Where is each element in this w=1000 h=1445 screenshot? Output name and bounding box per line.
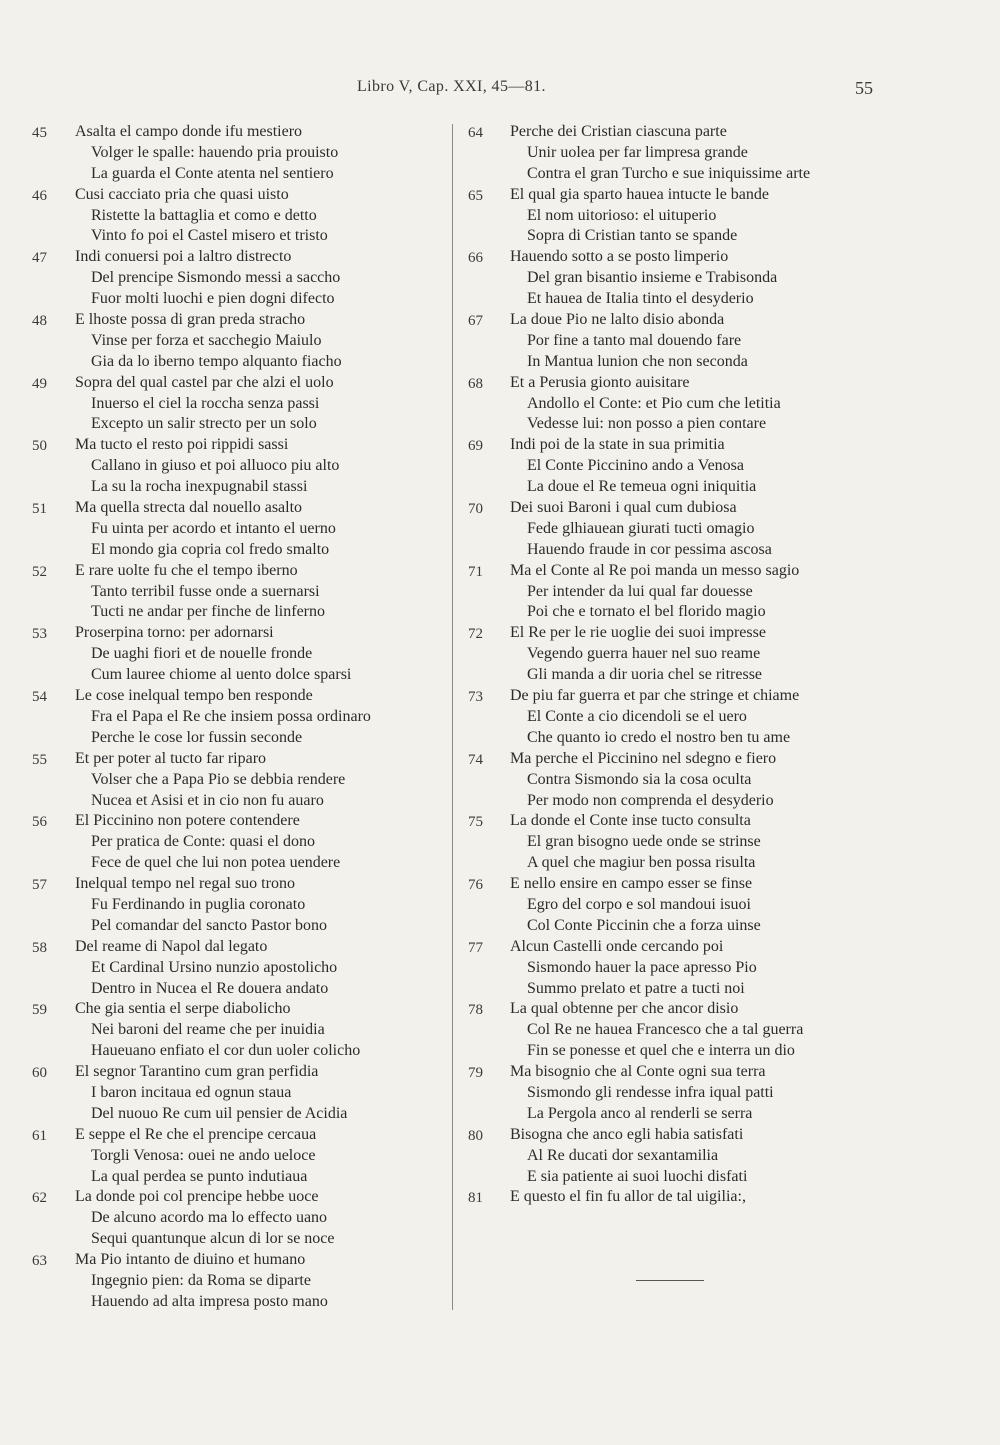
verse-line: La doue Pio ne lalto disio abonda (510, 311, 725, 329)
verse-line: Sismondo gli rendesse infra iqual patti (527, 1083, 774, 1101)
stanza (468, 310, 888, 373)
stanza (32, 310, 442, 373)
verse-line: Tanto terribil fusse onde a suernarsi (91, 582, 320, 600)
stanza-number: 48 (32, 313, 47, 330)
verse-line: Che gia sentia el serpe diabolicho (75, 1000, 291, 1018)
stanza (32, 686, 442, 749)
stanza-number: 70 (468, 501, 483, 518)
stanza-number: 59 (32, 1002, 47, 1019)
verse-line: Torgli Venosa: ouei ne ando ueloce (91, 1146, 316, 1164)
stanza-number: 74 (468, 751, 483, 768)
verse-line: Sequi quantunque alcun di lor se noce (91, 1230, 335, 1248)
verse-line: Dei suoi Baroni i qual cum dubiosa (510, 499, 737, 517)
verse-line: El Piccinino non potere contendere (75, 812, 300, 830)
stanza-number: 51 (32, 501, 47, 518)
verse-line: De uaghi fiori et de nouelle fronde (91, 645, 313, 663)
verse-line: Ingegnio pien: da Roma se diparte (91, 1271, 311, 1289)
verse-line: Vinto fo poi el Castel misero et tristo (91, 227, 328, 245)
verse-line: Poi che e tornato el bel florido magio (527, 603, 766, 621)
verse-line: El Conte a cio dicendoli se el uero (527, 707, 747, 725)
stanza-number: 65 (468, 187, 483, 204)
verse-line: Ma tucto el resto poi rippidi sassi (75, 436, 289, 454)
verse-line: La qual perdea se punto indutiaua (91, 1167, 308, 1185)
stanza (32, 373, 442, 436)
verse-line: El Re per le rie uoglie dei suoi impresse (510, 624, 766, 642)
stanza (32, 749, 442, 812)
verse-line: Pel comandar del sancto Pastor bono (91, 916, 327, 934)
verse-line: Indi conuersi poi a laltro distrecto (75, 248, 292, 266)
verse-line: Ma perche el Piccinino nel sdegno e fiero (510, 749, 777, 767)
verse-line: Tucti ne andar per finche de linferno (91, 603, 325, 621)
verse-line: Inuerso el ciel la roccha senza passi (91, 394, 320, 412)
stanza (32, 435, 442, 498)
stanza-number: 77 (468, 939, 483, 956)
stanza-number: 50 (32, 438, 47, 455)
verse-line: Ma el Conte al Re poi manda un messo sagio (510, 561, 800, 579)
stanza-number: 56 (32, 814, 47, 831)
verse-line: Gli manda a dir uoria chel se ritresse (527, 666, 763, 684)
end-rule (636, 1280, 704, 1281)
stanza-number: 57 (32, 877, 47, 894)
verse-line: Et per poter al tucto far riparo (75, 749, 267, 767)
verse-line: Inelqual tempo nel regal suo trono (75, 875, 295, 893)
stanza (468, 623, 888, 686)
verse-line: Excepto un salir strecto per un solo (91, 415, 317, 433)
verse-line: E questo el fin fu allor de tal uigilia:, (510, 1188, 746, 1206)
verse-line: Fu uinta per acordo et intanto el uerno (91, 519, 336, 537)
verse-line: Sopra di Cristian tanto se spande (527, 227, 738, 245)
verse-line: Andollo el Conte: et Pio cum che letitia (527, 394, 781, 412)
verse-line: E nello ensire en campo esser se finse (510, 875, 753, 893)
stanza-number: 73 (468, 689, 483, 706)
verse-line: Del prencipe Sismondo messi a saccho (91, 269, 341, 287)
stanza (32, 561, 442, 624)
page-number: 55 (855, 78, 873, 98)
verse-line: Al Re ducati dor sexantamilia (527, 1146, 719, 1164)
verse-line: In Mantua lunion che non seconda (527, 352, 748, 370)
verse-line: Col Conte Piccinin che a forza uinse (527, 916, 761, 934)
stanza-number: 58 (32, 939, 47, 956)
verse-line: Alcun Castelli onde cercando poi (510, 937, 724, 955)
verse-line: Haueuano enfiato el cor dun uoler colicho (91, 1042, 361, 1060)
verse-line: Del nuouo Re cum uil pensier de Acidia (91, 1104, 348, 1122)
page-header (0, 70, 1000, 100)
stanza (468, 435, 888, 498)
stanza-number: 47 (32, 250, 47, 267)
verse-line: El nom uitorioso: el uituperio (527, 206, 717, 224)
stanza-number: 64 (468, 125, 483, 141)
stanza-number: 75 (468, 814, 483, 831)
stanza-number: 46 (32, 187, 47, 204)
stanza-number: 61 (32, 1127, 47, 1144)
stanza-number: 79 (468, 1065, 483, 1082)
verse-line: Perche le cose lor fussin seconde (91, 728, 303, 746)
verse-line: Che quanto io credo el nostro ben tu ame (527, 728, 791, 746)
stanza-number: 49 (32, 375, 47, 392)
stanza (32, 874, 442, 937)
running-title: Libro V, Cap. XXI, 45—81. (357, 78, 546, 95)
stanza-number: 76 (468, 877, 483, 894)
stanza (468, 561, 888, 624)
verse-line: La guarda el Conte atenta nel sentiero (91, 164, 334, 182)
stanza-number: 52 (32, 563, 47, 580)
verse-line: Hauendo sotto a se posto limperio (510, 248, 729, 266)
verse-line: Le cose inelqual tempo ben responde (75, 687, 313, 705)
verse-line: El qual gia sparto hauea intucte le bande (510, 185, 770, 203)
stanza (468, 749, 888, 812)
verse-line: Contra el gran Turcho e sue iniquissime arte (527, 164, 811, 182)
stanza (32, 498, 442, 561)
verse-line: Unir uolea per far limpresa grande (527, 143, 748, 161)
verse-line: Egro del corpo e sol mandoui isuoi (527, 895, 751, 913)
verse-line: Asalta el campo donde ifu mestiero (75, 123, 303, 140)
stanza-number: 63 (32, 1253, 47, 1270)
stanza-number: 45 (32, 125, 47, 141)
stanza (32, 999, 442, 1062)
verse-line: El segnor Tarantino cum gran perfidia (75, 1063, 319, 1081)
verse-line: Et Cardinal Ursino nunzio apostolicho (91, 958, 338, 976)
verse-line: El gran bisogno uede onde se strinse (527, 833, 761, 851)
verse-line: E sia patiente ai suoi luochi disfati (527, 1167, 748, 1185)
verse-line: Sopra del qual castel par che alzi el uolo (75, 373, 334, 391)
verse-line: Fede glhiauean giurati tucti omagio (527, 519, 755, 537)
stanza-number: 53 (32, 626, 47, 643)
verse-line: Volger le spalle: hauendo pria prouisto (91, 143, 339, 161)
verse-line: E lhoste possa di gran preda stracho (75, 311, 306, 329)
stanza-number: 69 (468, 438, 483, 455)
stanza-number: 55 (32, 751, 47, 768)
stanza-number: 66 (468, 250, 483, 267)
verse-line: Fuor molti luochi e pien dogni difecto (91, 290, 335, 308)
stanza (32, 185, 442, 248)
stanza (32, 623, 442, 686)
verse-line: De piu far guerra et par che stringe et chiame (510, 687, 800, 705)
stanza-number: 80 (468, 1127, 483, 1144)
verse-line: I baron incitaua ed ognun staua (91, 1083, 292, 1101)
stanza (32, 1250, 442, 1313)
stanza (468, 247, 888, 310)
verse-line: A quel che magiur ben possa risulta (527, 854, 756, 872)
verse-line: La donde poi col prencipe hebbe uoce (75, 1188, 319, 1206)
stanza-number: 78 (468, 1002, 483, 1019)
stanza (468, 811, 888, 874)
verse-line: Bisogna che anco egli habia satisfati (510, 1125, 744, 1143)
stanza (468, 373, 888, 436)
verse-line: El mondo gia copria col fredo smalto (91, 540, 330, 558)
verse-line: Indi poi de la state in sua primitia (510, 436, 725, 454)
verse-line: Per intender da lui qual far douesse (527, 582, 753, 600)
verse-line: Del reame di Napol dal legato (75, 937, 268, 955)
verse-line: Nucea et Asisi et in cio non fu auaro (91, 791, 324, 809)
stanza (32, 1062, 442, 1125)
verse-line: La doue el Re temeua ogni iniquitia (527, 478, 757, 496)
verse-line: Cusi cacciato pria che quasi uisto (75, 185, 289, 203)
stanza-number: 54 (32, 689, 47, 706)
verse-line: Gia da lo iberno tempo alquanto fiacho (91, 352, 342, 370)
stanza (468, 686, 888, 749)
verse-line: Sismondo hauer la pace apresso Pio (527, 958, 757, 976)
verse-line: Vegendo guerra hauer nel suo reame (527, 645, 761, 663)
verse-line: Summo prelato et patre a tucti noi (527, 979, 745, 997)
verse-line: Volser che a Papa Pio se debbia rendere (91, 770, 346, 788)
stanza (468, 1187, 888, 1208)
stanza (468, 874, 888, 937)
stanza-number: 68 (468, 375, 483, 392)
stanza (468, 1062, 888, 1125)
verse-line: La qual obtenne per che ancor disio (510, 1000, 739, 1018)
verse-line: Callano in giuso et poi alluoco piu alto (91, 457, 340, 475)
verse-line: La Pergola anco al renderli se serra (527, 1104, 753, 1122)
verse-line: Ma Pio intanto de diuino et humano (75, 1251, 306, 1269)
stanza (32, 811, 442, 874)
verse-line: La su la rocha inexpugnabil stassi (91, 478, 308, 496)
verse-line: Per modo non comprenda el desyderio (527, 791, 774, 809)
verse-line: Fra el Papa el Re che insiem possa ordinaro (91, 707, 371, 725)
verse-line: Fece de quel che lui non potea uendere (91, 854, 341, 872)
verse-line: Fin se ponesse et quel che e interra un dio (527, 1042, 795, 1060)
verse-line: Et hauea de Italia tinto el desyderio (527, 290, 754, 308)
verse-line: La donde el Conte inse tucto consulta (510, 812, 751, 830)
verse-line: E rare uolte fu che el tempo iberno (75, 561, 298, 579)
right-verse-column (468, 122, 888, 1208)
stanza (468, 999, 888, 1062)
stanza (32, 122, 442, 185)
verse-line: Ristette la battaglia et como e detto (91, 206, 317, 224)
verse-line: Hauendo ad alta impresa posto mano (91, 1292, 328, 1310)
verse-line: Fu Ferdinando in puglia coronato (91, 895, 306, 913)
stanza-number: 71 (468, 563, 483, 580)
stanza-number: 72 (468, 626, 483, 643)
left-verse-column (32, 122, 442, 1313)
verse-line: Nei baroni del reame che per inuidia (91, 1021, 325, 1039)
verse-line: Por fine a tanto mal douendo fare (527, 331, 742, 349)
stanza-number: 60 (32, 1065, 47, 1082)
verse-line: Contra Sismondo sia la cosa oculta (527, 770, 752, 788)
stanza (32, 1125, 442, 1188)
stanza (468, 122, 888, 185)
verse-line: Vedesse lui: non posso a pien contare (527, 415, 767, 433)
stanza (32, 1187, 442, 1250)
verse-line: Ma bisognio che al Conte ogni sua terra (510, 1063, 766, 1081)
verse-line: Perche dei Cristian ciascuna parte (510, 123, 727, 140)
verse-line: Vinse per forza et sacchegio Maiulo (91, 331, 322, 349)
verse-line: Hauendo fraude in cor pessima ascosa (527, 540, 772, 558)
column-divider (452, 124, 453, 1310)
stanza-number: 62 (32, 1190, 47, 1207)
verse-line: E seppe el Re che el prencipe cercaua (75, 1125, 317, 1143)
verse-line: Per pratica de Conte: quasi el dono (91, 833, 315, 851)
verse-line: Del gran bisantio insieme e Trabisonda (527, 269, 778, 287)
stanza (468, 498, 888, 561)
stanza-number: 67 (468, 313, 483, 330)
verse-line: Et a Perusia gionto auisitare (510, 373, 690, 391)
verse-line: De alcuno acordo ma lo effecto uano (91, 1209, 328, 1227)
stanza (468, 1125, 888, 1188)
stanza (32, 247, 442, 310)
verse-line: Col Re ne hauea Francesco che a tal guerra (527, 1021, 804, 1039)
stanza (468, 937, 888, 1000)
verse-line: El Conte Piccinino ando a Venosa (527, 457, 744, 475)
stanza-number: 81 (468, 1190, 483, 1207)
verse-line: Cum lauree chiome al uento dolce sparsi (91, 666, 352, 684)
verse-line: Proserpina torno: per adornarsi (75, 624, 274, 642)
stanza (32, 937, 442, 1000)
stanza (468, 185, 888, 248)
verse-line: Ma quella strecta dal nouello asalto (75, 499, 303, 517)
verse-line: Dentro in Nucea el Re douera andato (91, 979, 329, 997)
